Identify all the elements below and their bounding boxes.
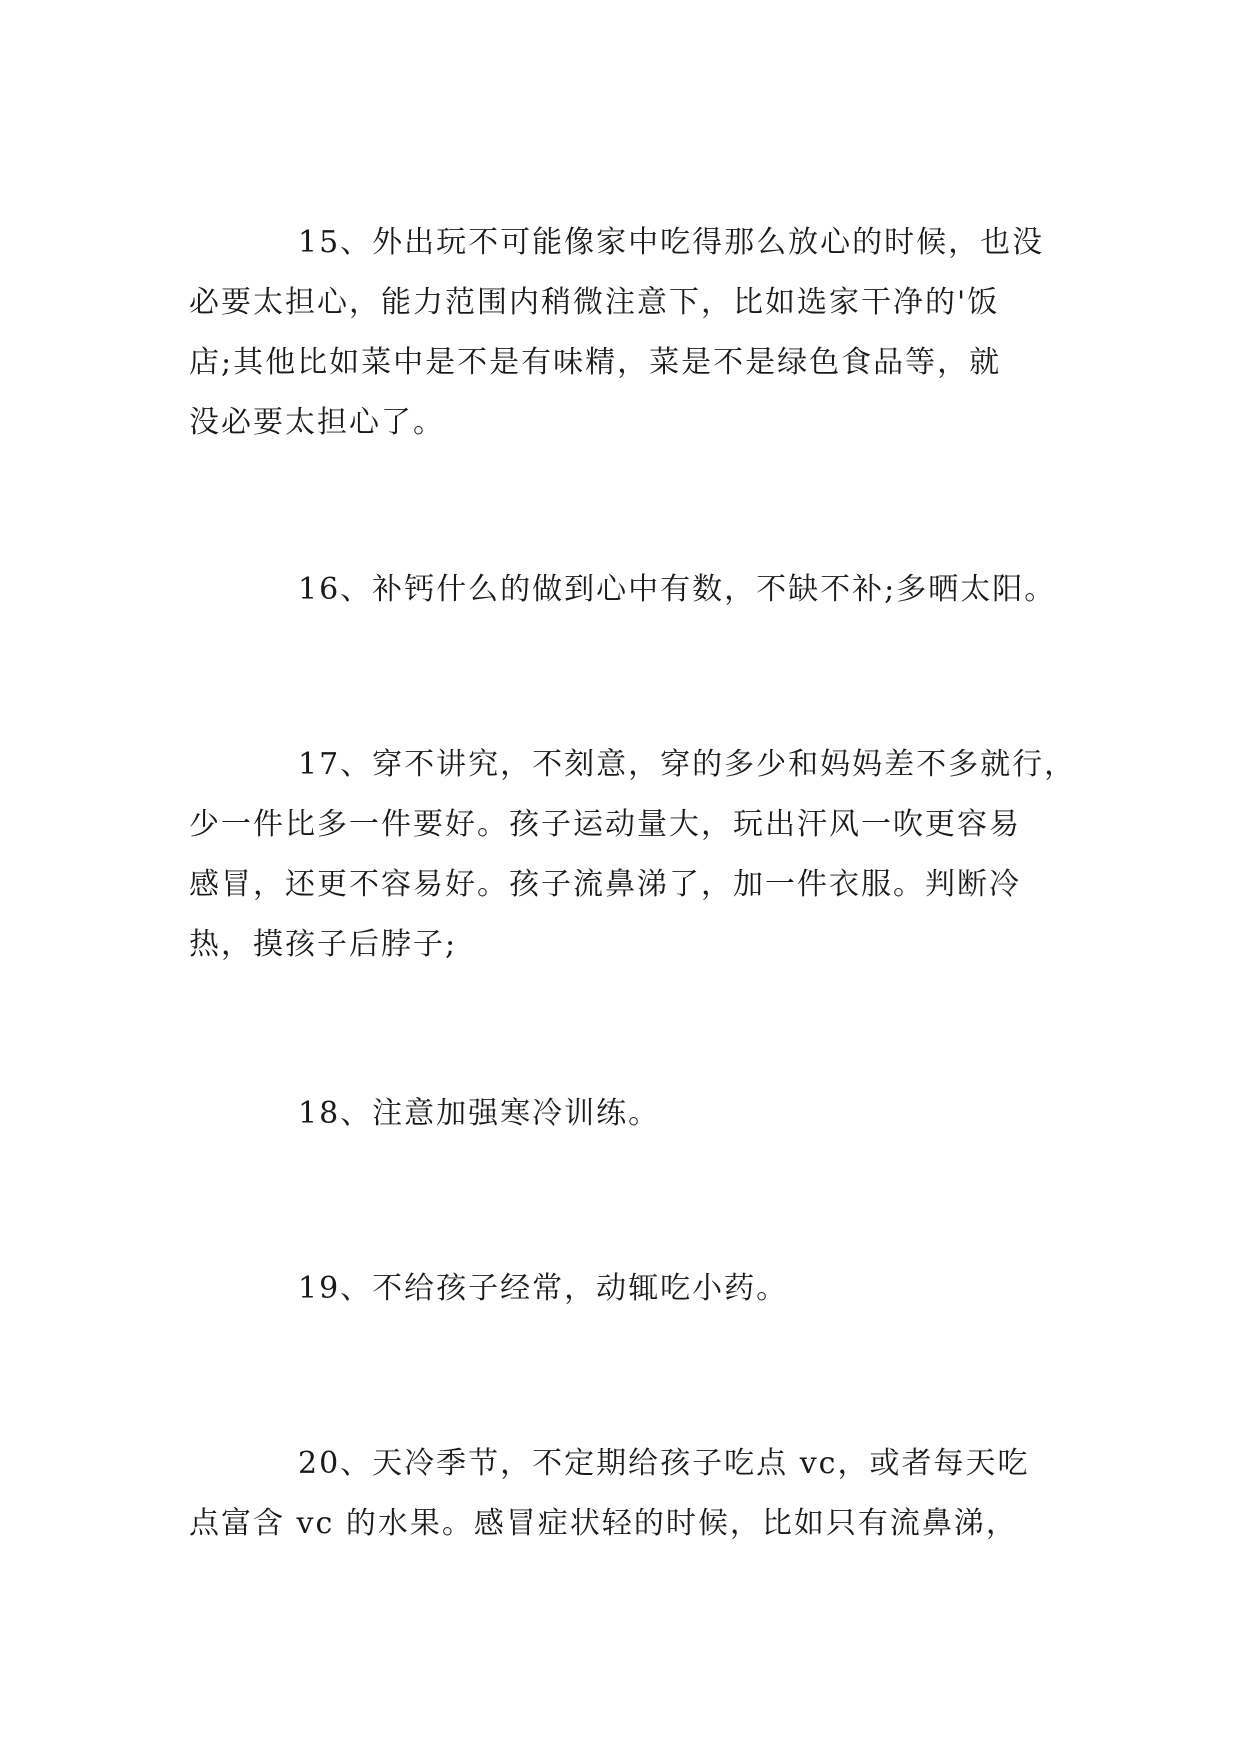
- paragraph-line: 店;其他比如菜中是不是有味精，菜是不是绿色食品等，就: [189, 345, 1002, 380]
- paragraph-16: [189, 560, 1057, 620]
- paragraph-20: [189, 1434, 1049, 1554]
- paragraph-line: 19、不给孩子经常，动辄吃小药。: [298, 1271, 789, 1306]
- paragraph-line: 20、天冷季节，不定期给孩子吃点 vc，或者每天吃: [298, 1446, 1030, 1481]
- paragraph-line: 16、补钙什么的做到心中有数，不缺不补;多晒太阳。: [298, 572, 1057, 607]
- paragraph-19: [189, 1259, 1049, 1319]
- paragraph-line: 热，摸孩子后脖子;: [189, 927, 458, 962]
- paragraph-line: 没必要太担心了。: [189, 405, 445, 440]
- paragraph-line: 18、注意加强寒冷训练。: [298, 1096, 661, 1131]
- paragraph-line: 15、外出玩不可能像家中吃得那么放心的时候，也没: [298, 225, 1045, 260]
- paragraph-line: 少一件比多一件要好。孩子运动量大，玩出汗风一吹更容易: [189, 807, 1021, 842]
- paragraph-line: 感冒，还更不容易好。孩子流鼻涕了，加一件衣服。判断冷: [189, 867, 1021, 902]
- paragraph-17: [189, 735, 1077, 975]
- paragraph-15: [189, 213, 1049, 453]
- paragraph-18: [189, 1084, 1049, 1144]
- paragraph-line: 点富含 vc 的水果。感冒症状轻的时候，比如只有流鼻涕，: [189, 1506, 1018, 1541]
- paragraph-line: 必要太担心，能力范围内稍微注意下，比如选家干净的'饭: [189, 285, 1000, 320]
- paragraph-line: 17、穿不讲究，不刻意，穿的多少和妈妈差不多就行，: [298, 747, 1077, 782]
